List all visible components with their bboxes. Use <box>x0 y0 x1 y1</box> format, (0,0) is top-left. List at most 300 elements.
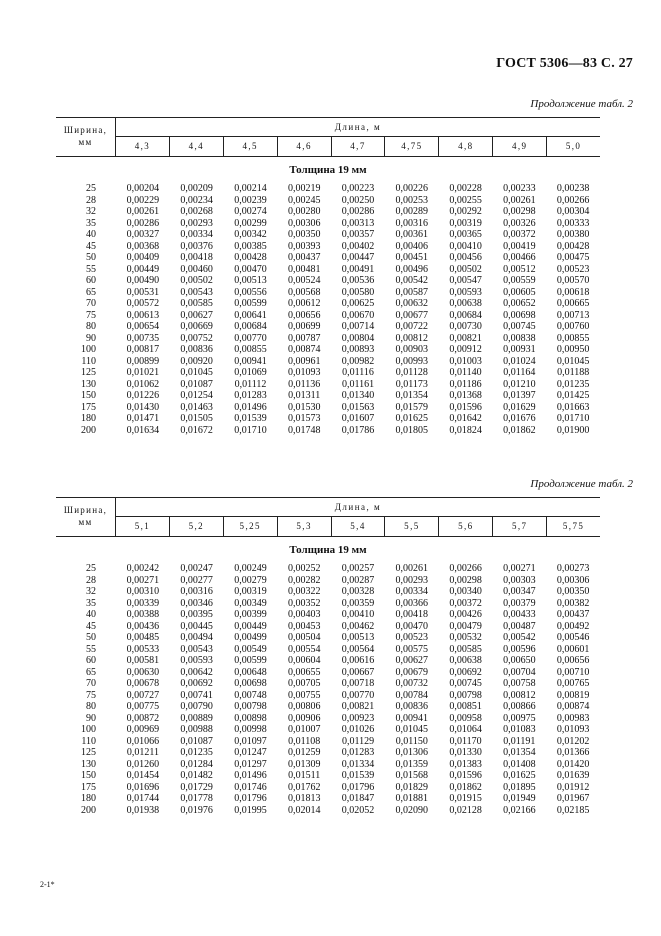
table-cell: 0,00684 <box>234 321 267 332</box>
row-width-cell: 125 <box>81 747 96 758</box>
table-cell: 0,00874 <box>287 344 321 355</box>
table-cell: 0,01235 <box>180 747 213 758</box>
table-cell: 0,01087 <box>180 735 213 747</box>
table-cell: 0,00436 <box>126 620 160 632</box>
table-cell: 0,00229 <box>126 194 160 206</box>
table-row <box>56 563 600 575</box>
table-cell: 0,00349 <box>234 597 267 609</box>
table-cell: 0,01188 <box>557 367 590 378</box>
row-width-cell: 65 <box>86 666 96 678</box>
table-row <box>56 298 600 310</box>
table-cell: 0,00559 <box>503 275 536 286</box>
table-cell: 0,00293 <box>180 217 213 229</box>
table-cell: 0,01003 <box>449 355 482 367</box>
table-cell: 0,00699 <box>287 321 321 332</box>
table-row <box>56 333 600 345</box>
table-cell: 0,00760 <box>556 321 590 332</box>
length-column-header: 5,75 <box>546 517 600 536</box>
table-cell: 0,00732 <box>395 678 429 689</box>
table-cell: 0,00274 <box>234 206 267 217</box>
thickness-label: Толщина 19 мм <box>289 164 367 176</box>
table-cell: 0,00382 <box>556 597 590 609</box>
table-cell: 0,00261 <box>395 563 429 574</box>
table-cell: 0,00388 <box>126 609 160 620</box>
table-cell: 0,00418 <box>395 609 429 620</box>
table-cell: 0,00271 <box>503 563 536 574</box>
table-cell: 0,00437 <box>287 252 321 263</box>
length-column-header: 4,9 <box>492 137 546 156</box>
table-row <box>56 724 600 736</box>
table-cell: 0,01083 <box>503 724 536 735</box>
table-cell: 0,01330 <box>449 747 482 758</box>
table-row <box>56 252 600 264</box>
table-cell: 0,01829 <box>395 781 429 793</box>
table-row <box>56 264 600 276</box>
table-cell: 0,02128 <box>449 804 482 816</box>
table-cell: 0,00279 <box>234 574 267 586</box>
table-cell: 0,01306 <box>395 747 429 758</box>
row-width-cell: 35 <box>86 217 96 229</box>
table-cell: 0,00410 <box>341 609 375 620</box>
table-cell: 0,01895 <box>503 781 536 793</box>
table-cell: 0,00677 <box>395 309 429 321</box>
table-cell: 0,00524 <box>287 275 321 286</box>
table-cell: 0,00670 <box>341 309 375 321</box>
table-cell: 0,00261 <box>126 206 160 217</box>
table-cell: 0,01454 <box>126 770 160 781</box>
table-cell: 0,01813 <box>287 793 321 804</box>
table-cell: 0,00350 <box>287 229 321 240</box>
table-cell: 0,01463 <box>180 401 213 413</box>
table-cell: 0,00899 <box>126 355 160 367</box>
table-cell: 0,00249 <box>234 563 267 574</box>
table-cell: 0,01482 <box>180 770 213 781</box>
table-cell: 0,00282 <box>287 574 321 586</box>
table-cell: 0,00372 <box>503 229 536 240</box>
table-row <box>56 655 600 667</box>
footer-mark: 2-1* <box>40 880 55 889</box>
table-cell: 0,00379 <box>503 597 536 609</box>
length-column-header: 5,2 <box>169 517 223 536</box>
table-cell: 0,01511 <box>288 770 321 781</box>
table-cell: 0,01430 <box>126 401 160 413</box>
length-column-header: 4,3 <box>134 141 151 151</box>
table-cell: 0,00656 <box>556 655 590 666</box>
table-cell: 0,00419 <box>503 240 536 252</box>
table-row <box>56 344 600 356</box>
table-cell: 0,00257 <box>341 563 375 574</box>
table-cell: 0,00485 <box>126 632 160 643</box>
row-width-cell: 25 <box>86 183 96 194</box>
table-cell: 0,00333 <box>556 217 590 229</box>
table-header <box>56 497 600 537</box>
table-cell: 0,00713 <box>556 309 590 321</box>
row-width-cell: 60 <box>86 275 96 286</box>
table-cell: 0,00748 <box>234 689 267 701</box>
table-cell: 0,01173 <box>395 378 428 390</box>
table-cell: 0,01359 <box>395 758 429 770</box>
table-row <box>56 782 600 794</box>
table-cell: 0,01796 <box>341 781 375 793</box>
length-column-header: 5,6 <box>438 517 492 536</box>
table-cell: 0,01254 <box>180 390 213 401</box>
table-cell: 0,00409 <box>126 252 160 263</box>
table-cell: 0,00580 <box>341 286 375 298</box>
table-cell: 0,00982 <box>341 355 375 367</box>
table-cell: 0,00250 <box>341 194 375 206</box>
length-header: Длина, м <box>116 118 600 137</box>
table-cell: 0,00504 <box>287 632 321 643</box>
table-row <box>56 701 600 713</box>
table-cell: 0,01746 <box>234 781 267 793</box>
table-cell: 0,00554 <box>287 643 321 655</box>
table-cell: 0,00983 <box>556 712 590 724</box>
table-cell: 0,00889 <box>180 712 213 724</box>
table-cell: 0,00593 <box>449 286 482 298</box>
table-cell: 0,00718 <box>341 678 375 689</box>
table-cell: 0,00322 <box>287 586 321 597</box>
table-cell: 0,00730 <box>449 321 482 332</box>
table-cell: 0,01108 <box>288 735 321 747</box>
table-cell: 0,01710 <box>556 413 590 424</box>
table-row <box>56 229 600 241</box>
table-cell: 0,00648 <box>234 666 267 678</box>
table-cell: 0,00513 <box>234 275 267 286</box>
row-width-cell: 45 <box>86 240 96 252</box>
table-cell: 0,00368 <box>126 240 160 252</box>
table-cell: 0,00819 <box>556 689 590 701</box>
table-row <box>56 805 600 817</box>
table-cell: 0,00239 <box>234 194 267 206</box>
table-cell: 0,01748 <box>287 424 321 436</box>
table-cell: 0,00568 <box>287 286 321 298</box>
table-cell: 0,01408 <box>503 758 536 770</box>
table-cell: 0,01260 <box>126 758 160 770</box>
table-cell: 0,00698 <box>503 309 536 321</box>
table-cell: 0,00912 <box>449 344 482 355</box>
table-cell: 0,00238 <box>556 183 590 194</box>
table-cell: 0,00549 <box>234 643 267 655</box>
table-cell: 0,00941 <box>234 355 267 367</box>
length-header: Длина, м <box>116 498 600 517</box>
width-unit-label: мм <box>78 137 93 147</box>
table-cell: 0,01496 <box>234 401 267 413</box>
table-cell: 0,01862 <box>449 781 482 793</box>
table-cell: 0,01334 <box>341 758 375 770</box>
table-cell: 0,01663 <box>556 401 590 413</box>
table-cell: 0,01573 <box>287 413 321 424</box>
row-width-cell: 25 <box>86 563 96 574</box>
table-cell: 0,00755 <box>287 689 321 701</box>
table-cell: 0,00931 <box>503 344 536 355</box>
row-width-cell: 80 <box>86 321 96 332</box>
table-cell: 0,00228 <box>449 183 482 194</box>
table-row <box>56 575 600 587</box>
row-width-cell: 28 <box>86 194 96 206</box>
table-cell: 0,01744 <box>126 793 160 804</box>
table-cell: 0,00667 <box>341 666 375 678</box>
table-cell: 0,00784 <box>395 689 429 701</box>
table-cell: 0,00352 <box>287 597 321 609</box>
table-cell: 0,00365 <box>449 229 482 240</box>
table-cell: 0,00798 <box>234 701 267 712</box>
table-cell: 0,00806 <box>287 701 321 712</box>
table-cell: 0,00710 <box>556 666 590 678</box>
width-column-header <box>56 498 116 536</box>
table-cell: 0,01505 <box>180 413 213 424</box>
page-header: ГОСТ 5306—83 С. 27 <box>496 56 633 71</box>
table-cell: 0,00722 <box>395 321 429 332</box>
table-cell: 0,00692 <box>449 666 482 678</box>
table-cell: 0,01136 <box>288 378 321 390</box>
table-cell: 0,01625 <box>503 770 536 781</box>
table-row <box>56 747 600 759</box>
row-width-cell: 75 <box>86 309 96 321</box>
row-width-cell: 180 <box>81 793 96 804</box>
table-cell: 0,00533 <box>126 643 160 655</box>
table-cell: 0,00319 <box>449 217 482 229</box>
table-cell: 0,00304 <box>556 206 590 217</box>
table-cell: 0,01021 <box>126 367 160 378</box>
table-cell: 0,00261 <box>503 194 536 206</box>
table-cell: 0,00765 <box>556 678 590 689</box>
table-cell: 0,00817 <box>126 344 160 355</box>
table-cell: 0,00705 <box>287 678 321 689</box>
table-cell: 0,00632 <box>395 298 429 309</box>
table-cell: 0,01161 <box>341 378 375 390</box>
table-cell: 0,00564 <box>341 643 375 655</box>
table-cell: 0,00641 <box>234 309 267 321</box>
table-cell: 0,00851 <box>449 701 482 712</box>
table-cell: 0,00453 <box>287 620 321 632</box>
table-cell: 0,00998 <box>234 724 267 735</box>
row-width-cell: 150 <box>81 770 96 781</box>
table-row <box>56 713 600 725</box>
table-cell: 0,01778 <box>180 793 213 804</box>
table-cell: 0,00543 <box>180 286 213 298</box>
table-cell: 0,00376 <box>180 240 213 252</box>
table-cell: 0,00418 <box>180 252 213 263</box>
table-cell: 0,00679 <box>395 666 429 678</box>
table-cell: 0,00542 <box>503 632 536 643</box>
table-cell: 0,00627 <box>180 309 213 321</box>
table-cell: 0,02185 <box>556 804 590 816</box>
table-cell: 0,01045 <box>395 724 429 735</box>
table-cell: 0,01284 <box>180 758 213 770</box>
table-cell: 0,00316 <box>180 586 213 597</box>
row-width-cell: 130 <box>81 378 96 390</box>
table-cell: 0,01093 <box>556 724 590 735</box>
row-width-cell: 28 <box>86 574 96 586</box>
table-cell: 0,00836 <box>395 701 429 712</box>
table-cell: 0,00487 <box>503 620 536 632</box>
table-cell: 0,00798 <box>449 689 482 701</box>
table-cell: 0,00652 <box>503 298 536 309</box>
table-cell: 0,00445 <box>180 620 213 632</box>
table-cell: 0,01938 <box>126 804 160 816</box>
table-cell: 0,00790 <box>180 701 213 712</box>
table-cell: 0,01976 <box>180 804 213 816</box>
table-cell: 0,00523 <box>395 632 429 643</box>
table-cell: 0,00812 <box>395 332 429 344</box>
table-cell: 0,00428 <box>556 240 590 252</box>
row-width-cell: 55 <box>86 263 96 275</box>
table-cell: 0,00605 <box>503 286 536 298</box>
table-cell: 0,00581 <box>126 655 160 666</box>
table-cell: 0,00393 <box>287 240 321 252</box>
row-width-cell: 110 <box>81 735 96 747</box>
table-cell: 0,00770 <box>341 689 375 701</box>
table-cell: 0,00618 <box>556 286 590 298</box>
table-cell: 0,00334 <box>395 586 429 597</box>
table-row <box>56 241 600 253</box>
table-cell: 0,00492 <box>556 620 590 632</box>
table-cell: 0,00546 <box>556 632 590 643</box>
table-cell: 0,00303 <box>503 574 536 586</box>
table-cell: 0,00496 <box>395 263 429 275</box>
table-cell: 0,01366 <box>556 747 590 758</box>
table-row <box>56 425 600 437</box>
table-cell: 0,00447 <box>341 252 375 263</box>
table-row <box>56 218 600 230</box>
table-cell: 0,01642 <box>449 413 482 424</box>
table-row <box>56 413 600 425</box>
table-cell: 0,00402 <box>341 240 375 252</box>
table-cell: 0,01247 <box>234 747 267 758</box>
table-cell: 0,01967 <box>556 793 590 804</box>
table-cell: 0,00255 <box>449 194 482 206</box>
row-width-cell: 130 <box>81 758 96 770</box>
table-row <box>56 310 600 322</box>
table-cell: 0,00838 <box>503 332 536 344</box>
table-cell: 0,00650 <box>503 655 536 666</box>
row-width-cell: 125 <box>81 367 96 378</box>
table-cell: 0,01164 <box>503 367 536 378</box>
table-cell: 0,00306 <box>556 574 590 586</box>
table-cell: 0,00656 <box>287 309 321 321</box>
table-cell: 0,00310 <box>126 586 160 597</box>
table-cell: 0,00372 <box>449 597 482 609</box>
table-cell: 0,00286 <box>126 217 160 229</box>
table-cell: 0,00298 <box>449 574 482 586</box>
table-cell: 0,01568 <box>395 770 429 781</box>
table-cell: 0,00570 <box>556 275 590 286</box>
length-column-header: 4,4 <box>169 137 223 156</box>
table-cell: 0,00499 <box>234 632 267 643</box>
table-cell: 0,00449 <box>234 620 267 632</box>
length-column-header: 4,6 <box>277 137 331 156</box>
table-cell: 0,00462 <box>341 620 375 632</box>
row-width-cell: 50 <box>86 252 96 263</box>
table-cell: 0,00804 <box>341 332 375 344</box>
table-cell: 0,00223 <box>341 183 375 194</box>
table-row <box>56 632 600 644</box>
length-column-header: 5,1 <box>134 521 151 531</box>
table-cell: 0,00532 <box>449 632 482 643</box>
table-row <box>56 356 600 368</box>
table-cell: 0,00242 <box>126 563 160 574</box>
table-cell: 0,00313 <box>341 217 375 229</box>
table-cell: 0,01625 <box>395 413 429 424</box>
table-cell: 0,01496 <box>234 770 267 781</box>
table-cell: 0,00350 <box>556 586 590 597</box>
table-cell: 0,00327 <box>126 229 160 240</box>
table-cell: 0,00523 <box>556 263 590 275</box>
row-width-cell: 175 <box>81 781 96 793</box>
length-column-header: 4,7 <box>331 137 385 156</box>
table-cell: 0,00490 <box>126 275 160 286</box>
table-cell: 0,01311 <box>288 390 321 401</box>
table-cell: 0,00359 <box>341 597 375 609</box>
row-width-cell: 60 <box>86 655 96 666</box>
table-cell: 0,01995 <box>234 804 267 816</box>
table-cell: 0,00958 <box>449 712 482 724</box>
table-row <box>56 367 600 379</box>
table-cell: 0,00219 <box>287 183 321 194</box>
table-row <box>56 195 600 207</box>
table-row <box>56 759 600 771</box>
table-cell: 0,00821 <box>341 701 375 712</box>
table-cell: 0,00758 <box>503 678 536 689</box>
table-cell: 0,00298 <box>503 206 536 217</box>
table-row <box>56 690 600 702</box>
table-row <box>56 621 600 633</box>
table-cell: 0,00271 <box>126 574 160 586</box>
length-column-header: 5,5 <box>384 517 438 536</box>
length-column-header: 4,8 <box>438 137 492 156</box>
table-cell: 0,01862 <box>503 424 536 436</box>
table-cell: 0,00704 <box>503 666 536 678</box>
table-cell: 0,00399 <box>234 609 267 620</box>
table-cell: 0,01024 <box>503 355 536 367</box>
table-cell: 0,01093 <box>287 367 321 378</box>
table-cell: 0,01596 <box>449 770 482 781</box>
table-cell: 0,00893 <box>341 344 375 355</box>
table-cell: 0,00874 <box>556 701 590 712</box>
table-cell: 0,01786 <box>341 424 375 436</box>
table-cell: 0,01026 <box>341 724 375 735</box>
table-cell: 0,00470 <box>395 620 429 632</box>
table-cell: 0,00627 <box>395 655 429 666</box>
table-row <box>56 379 600 391</box>
table-cell: 0,01383 <box>449 758 482 770</box>
table-cell: 0,00556 <box>234 286 267 298</box>
table-cell: 0,00923 <box>341 712 375 724</box>
table-row <box>56 644 600 656</box>
table-row <box>56 287 600 299</box>
table-cell: 0,01097 <box>234 735 267 747</box>
table-cell: 0,00437 <box>556 609 590 620</box>
table-cell: 0,00593 <box>180 655 213 666</box>
table-cell: 0,00287 <box>341 574 375 586</box>
table-cell: 0,00616 <box>341 655 375 666</box>
width-column-header <box>56 118 116 156</box>
continuation-note-2: Продолжение табл. 2 <box>530 478 633 490</box>
table-cell: 0,01045 <box>180 367 213 378</box>
table-cell: 0,00214 <box>234 183 267 194</box>
table-cell: 0,01629 <box>503 401 536 413</box>
table-cell: 0,01596 <box>449 401 482 413</box>
table-cell: 0,00479 <box>449 620 482 632</box>
table-row <box>56 598 600 610</box>
table-cell: 0,01202 <box>556 735 590 747</box>
table-cell: 0,00289 <box>395 206 429 217</box>
table-cell: 0,00292 <box>449 206 482 217</box>
row-width-cell: 75 <box>86 689 96 701</box>
table-cell: 0,00342 <box>234 229 267 240</box>
table-cell: 0,00433 <box>503 609 536 620</box>
table-cell: 0,01210 <box>503 378 536 390</box>
